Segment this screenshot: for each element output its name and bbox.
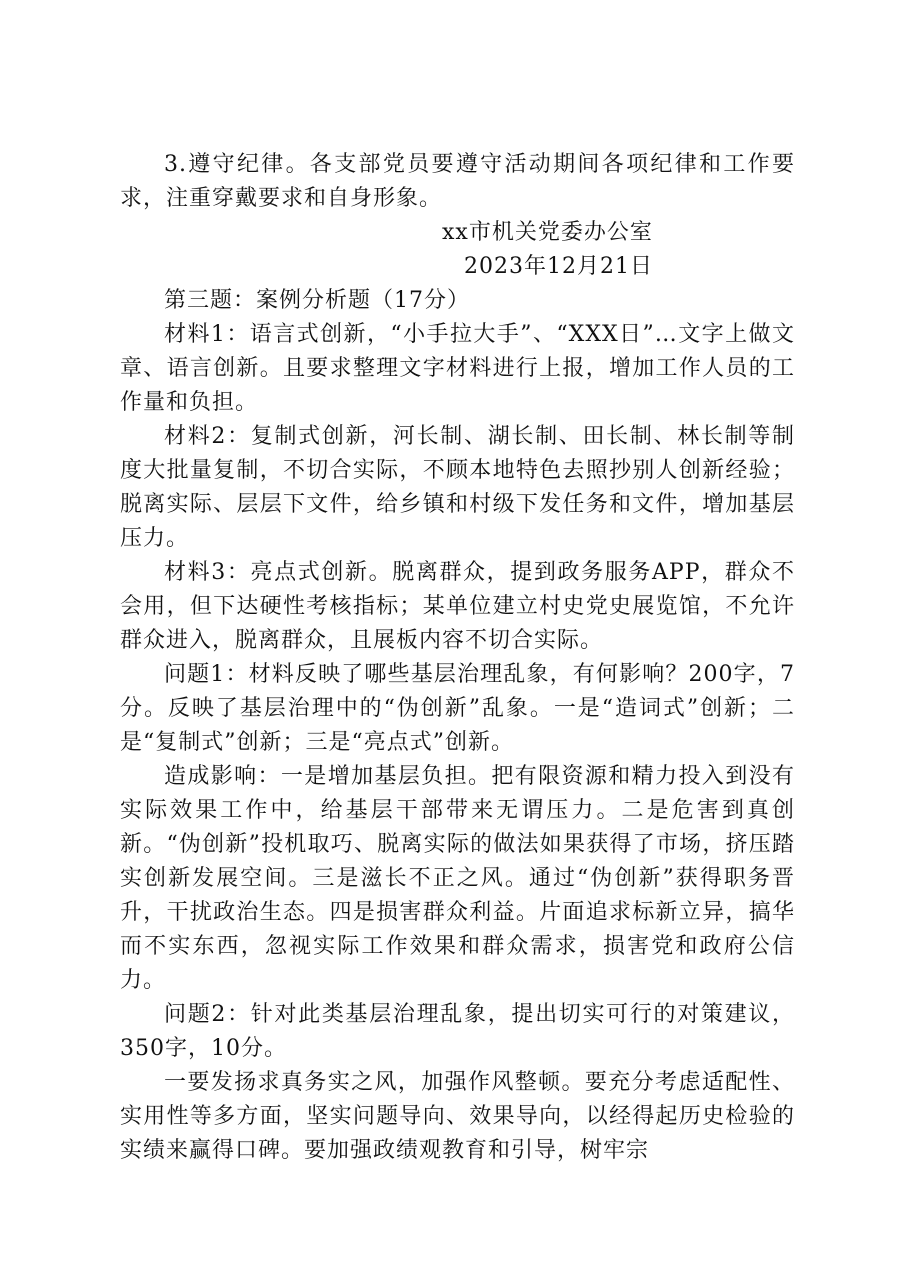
question-2-paragraph: 问题2：针对此类基层治理乱象，提出切实可行的对策建议，350字，10分。 — [120, 1002, 795, 1061]
answer-1-paragraph: 一要发扬求真务实之风，加强作风整顿。要充分考虑适配性、实用性等多方面，坚实问题导向、效果导向，以经得起历史检验的实绩来赢得口碑。要加强政绩观教育和引导，树牢宗 — [120, 1070, 795, 1163]
material-1-paragraph: 材料1：语言式创新，“小手拉大手”、“XXX日”…文字上做文章、语言创新。且要求整理文字材料进行上报，增加工作人员的工作量和负担。 — [120, 322, 795, 415]
material-2-paragraph: 材料2：复制式创新，河长制、湖长制、田长制、林长制等制度大批量复制，不切合实际，不顾本地特色去照抄别人创新经验；脱离实际、层层下文件，给乡镇和村级下发任务和文件，增加基层压力。 — [120, 424, 795, 551]
material-3-paragraph: 材料3：亮点式创新。脱离群众，提到政务服务APP，群众不会用，但下达硬性考核指标；某单位建立村史党史展览馆，不允许群众进入，脱离群众，且展板内容不切合实际。 — [120, 560, 795, 653]
document-body — [120, 148, 795, 1168]
rule-3-paragraph: 3.遵守纪律。各支部党员要遵守活动期间各项纪律和工作要求，注重穿戴要求和自身形象。 — [120, 152, 795, 211]
impact-paragraph: 造成影响：一是增加基层负担。把有限资源和精力投入到没有实际效果工作中，给基层干部带来无谓压力。二是危害到真创新。“伪创新”投机取巧、脱离实际的做法如果获得了市场，挤压踏实创新发展空间。三是滋长不正之风。通过“伪创新”获得职务晋升，干扰政治生态。四是损害群众利益。片面追求标新立异，搞华而不实东西，忽视实际工作效果和群众需求，损害党和政府公信力。 — [120, 764, 795, 993]
section-3-title: 第三题：案例分析题（17分） — [164, 288, 470, 313]
signature-organization: xx市机关党委办公室 — [442, 220, 653, 245]
signature-date: 2023年12月21日 — [464, 254, 653, 279]
question-1-paragraph: 问题1：材料反映了哪些基层治理乱象，有何影响？200字，7分。反映了基层治理中的“伪创新”乱象。一是“造词式”创新；二是“复制式”创新；三是“亮点式”创新。 — [120, 662, 795, 755]
